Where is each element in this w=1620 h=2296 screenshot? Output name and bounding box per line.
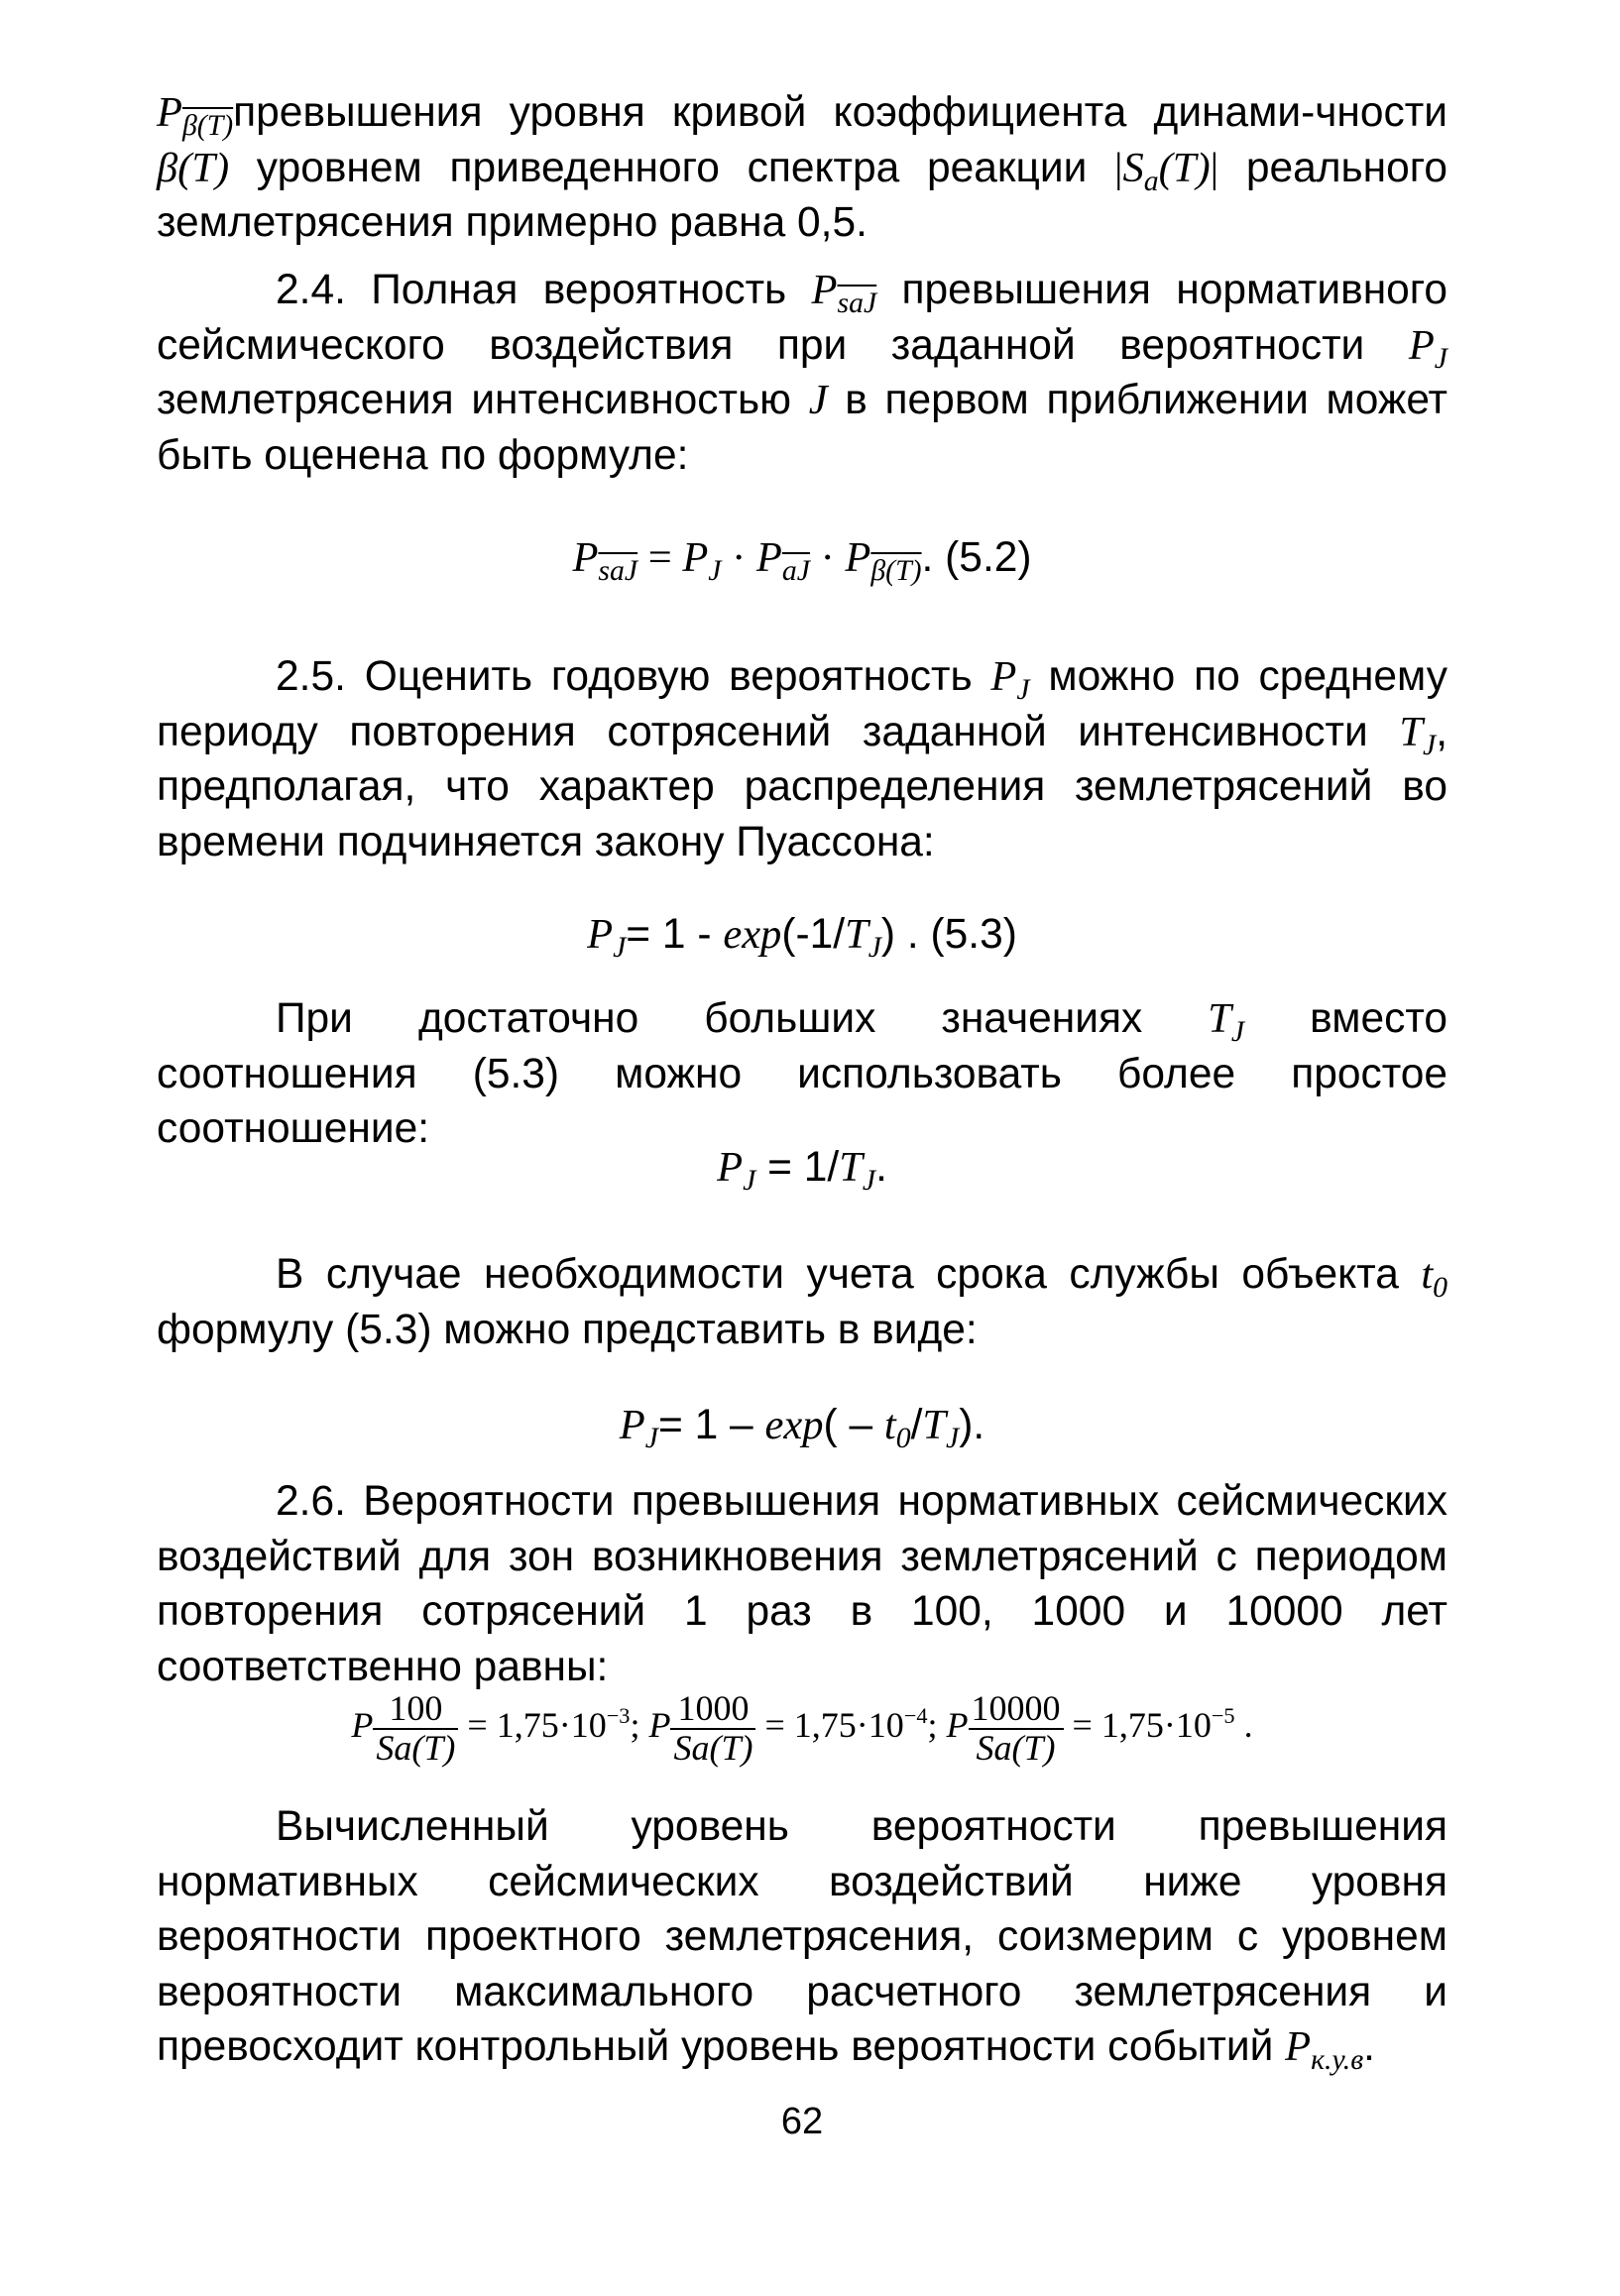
symbol-pj: $P_J$ [990, 653, 1030, 706]
equation-5-2: $P_{\overline{saJ}} = P_J \cdot P_{\overline{aJ}} \cdot P_{\beta(T)}$. (5.2) [572, 534, 1032, 587]
symbol-sa: $S_a(T)$ [1122, 144, 1211, 197]
equation-5-3: $P_J= 1 - \exp(-1/T_J)$ . (5.3) [587, 911, 1017, 964]
symbol-p-kuv: $P_{к.у.в}$ [1285, 2023, 1364, 2076]
equation-service-life: $P_J= 1 - \exp( - t_0/T_J)$. [619, 1402, 985, 1454]
symbol-pj: $P_J$ [1408, 321, 1447, 375]
fraction-10000: $\frac{10000}{Sa(T)}$ [969, 1690, 1064, 1768]
symbol-t0: $t_0$ [1421, 1251, 1447, 1304]
equation-probability-values: P $\frac{100}{Sa(T)}$ = $1,75\cdot 10^{-3}$; P $\frac{1000}{Sa(T)}$ = $1,75\cdot 10^{-4}$; P $\frac{10000}{Sa(T)}$ = $1,75\cdot 10^{-5}$ . [351, 1687, 1253, 1768]
symbol-beta-t: β(T) [157, 144, 230, 191]
paragraph-beta-exceedance: $P_{\beta(T)}превышения$ уровня кривой коэффициента динами-чности β(T) уровнем приведенного спектра реакции $|S_a(T)|$ реального землетрясения примерно равна 0,5. [157, 89, 1447, 246]
symbol-p-saj: $P_{\overline{saJ}}$ [811, 267, 877, 319]
equation-simple: $P_J = 1/T_J$. [717, 1144, 887, 1197]
paragraph-2-6: 2.6. Вероятности превышения нормативных сейсмических воздействий для зон возникновения землетрясений с периодом повторения сотрясений 1 раз в 100, 1000 и 10000 лет соответственно равны: [157, 1478, 1447, 1690]
paragraph-conclusion: Вычисленный уровень вероятности превышения нормативных сейсмических воздействий ниже уровня вероятности проектного землетрясения, соизмерим с уровнем вероятности максимального расчетного землетрясения и превосходит контрольный уровень вероятности событий $P_{к.у.в}$. [157, 1803, 1447, 2076]
paragraph-simple-relation: При достаточно больших значениях $T_J$ вместо соотношения (5.3) можно использовать более простое соотношение: [157, 995, 1447, 1152]
symbol-tj: $T_J$ [1399, 708, 1437, 761]
symbol-tj: $T_J$ [1208, 995, 1245, 1048]
fraction-100: $\frac{100}{Sa(T)}$ [373, 1690, 458, 1768]
paragraph-2-4: 2.4. Полная вероятность $P_{\overline{saJ}}$ превышения нормативного сейсмического воздействия при заданной вероятности $P_J$ землетрясения интенсивностью J в первом приближении может быть оценена по формуле: [157, 267, 1448, 479]
symbol-j: J [808, 377, 828, 423]
fraction-1000: $\frac{1000}{Sa(T)}$ [670, 1690, 755, 1768]
symbol-p-beta: $P_{\beta(T)}$ [157, 89, 234, 142]
page-number: 62 [780, 2101, 824, 2142]
paragraph-2-5: 2.5. Оценить годовую вероятность $P_J$ можно по среднему периоду повторения сотрясений заданной интенсивности $T_J$, предполагая, что характер распределения землетрясений во времени подчиняется закону Пуассона: [157, 653, 1447, 865]
paragraph-service-life: В случае необходимости учета срока службы объекта $t_0$ формулу (5.3) можно представить в виде: [157, 1251, 1447, 1353]
